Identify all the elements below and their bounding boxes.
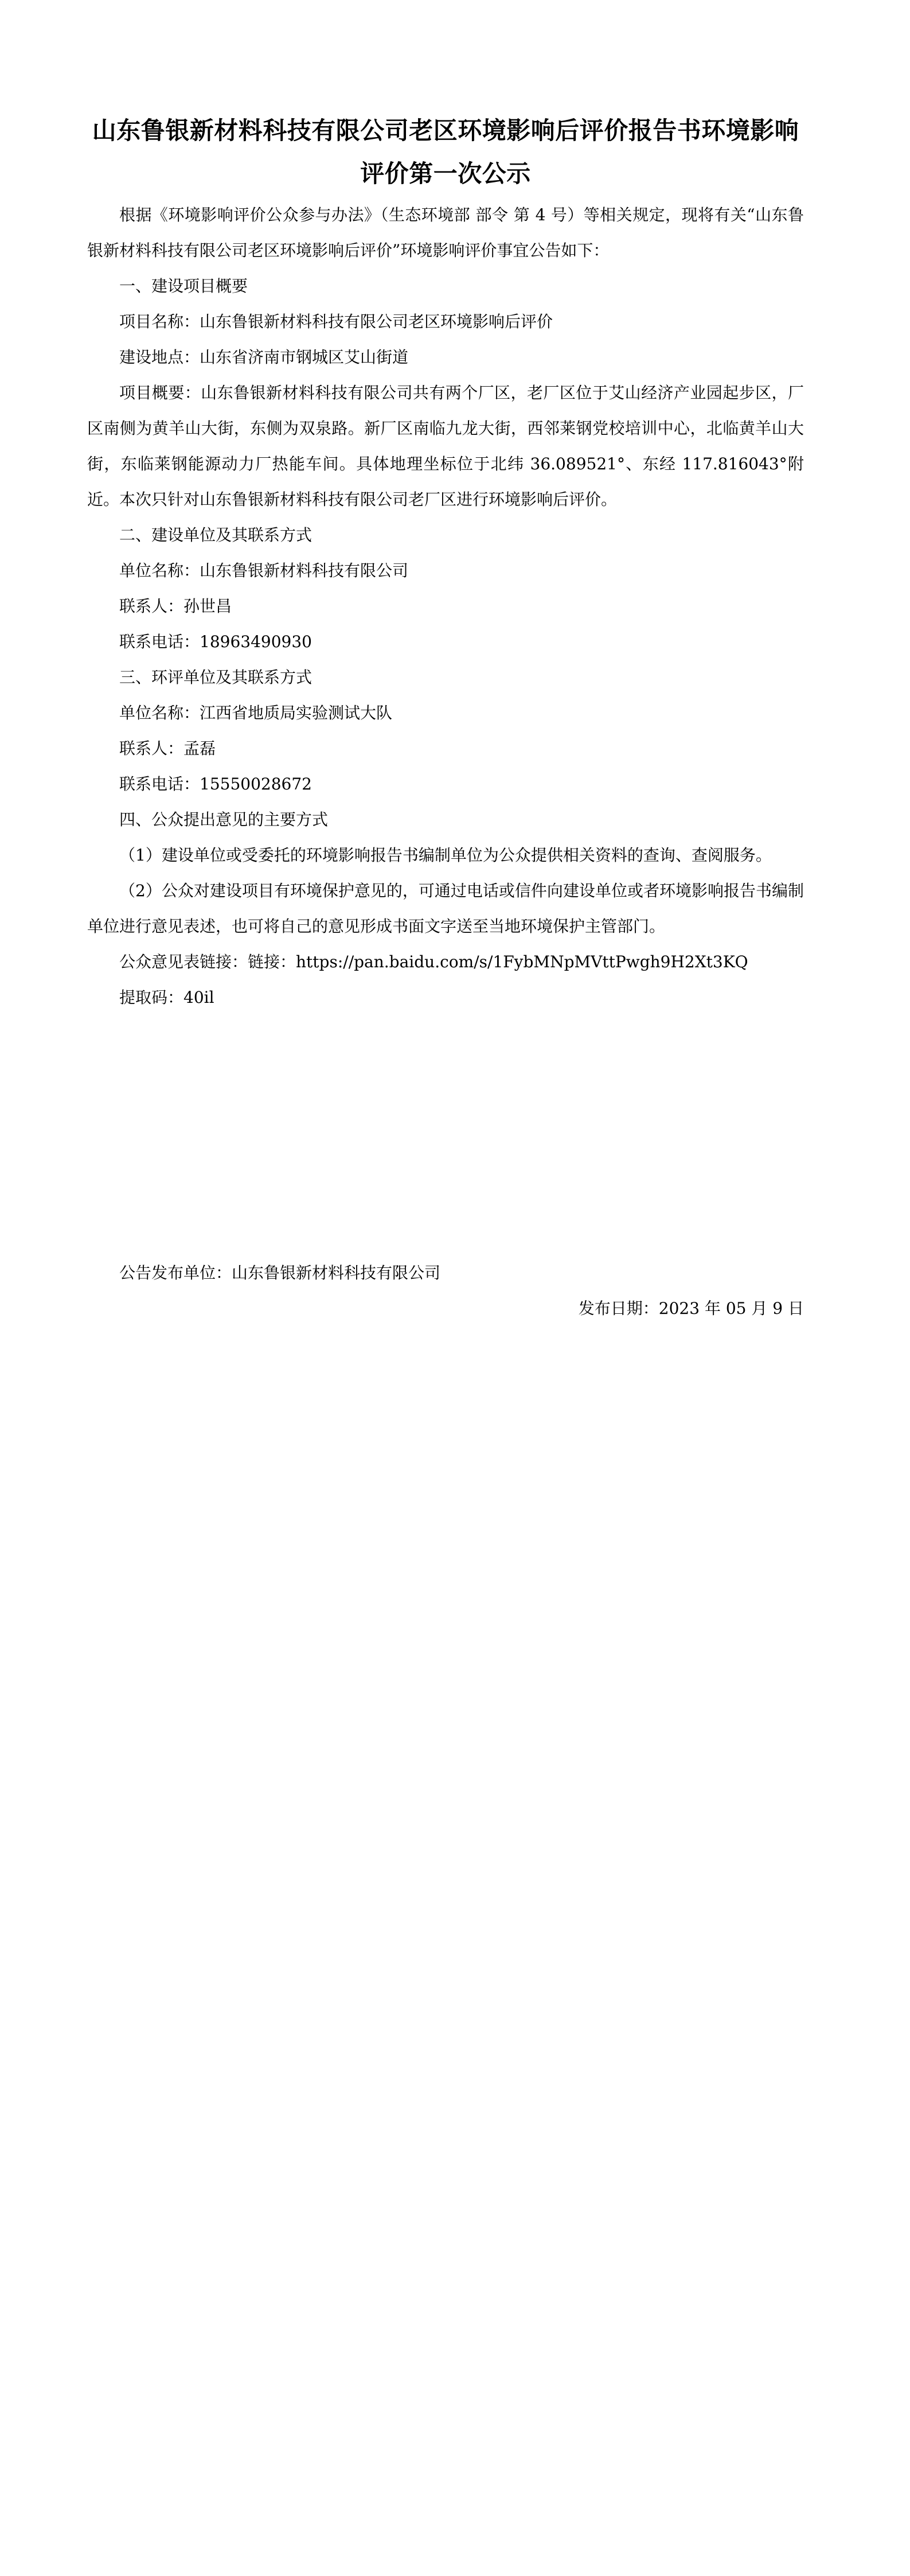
builder-phone: 联系电话：18963490930 <box>119 632 312 651</box>
intro-paragraph: 根据《环境影响评价公众参与办法》（生态环境部 部令 第 4 号）等相关规定，现将有关“山东鲁银新材料科技有限公司老区环境影响后评价”环境影响评价事宜公告如下： <box>87 205 804 260</box>
opinion-form-link[interactable]: 公众意见表链接：链接：https://pan.baidu.com/s/1FybMNpMVttPwgh9H2Xt3KQ <box>119 952 748 971</box>
extraction-code: 提取码：40il <box>119 988 214 1007</box>
eia-contact: 联系人：孟磊 <box>119 739 216 758</box>
eia-phone: 联系电话：15550028672 <box>119 775 312 793</box>
project-location: 建设地点：山东省济南市钢城区艾山街道 <box>119 348 409 367</box>
publish-date: 发布日期：2023 年 05 月 9 日 <box>578 1299 804 1318</box>
section4-heading: 四、公众提出意见的主要方式 <box>119 810 329 829</box>
project-overview: 项目概要：山东鲁银新材料科技有限公司共有两个厂区，老厂区位于艾山经济产业园起步区，厂区南侧为黄羊山大街，东侧为双泉路。新厂区南临九龙大街，西邻莱钢党校培训中心，北临黄羊山大街，东临莱钢能源动力厂热能车间。具体地理坐标位于北纬 36.089521°、东经 117.816043°附近。本次只针对山东鲁银新材料科技有限公司老厂区进行环境影响后评价。 <box>87 383 804 509</box>
section2-heading: 二、建设单位及其联系方式 <box>119 526 313 544</box>
opinion-method-1: （1）建设单位或受委托的环境影响报告书编制单位为公众提供相关资料的查询、查阅服务。 <box>119 846 772 865</box>
blank-space <box>87 1015 804 1255</box>
builder-unit: 单位名称：山东鲁银新材料科技有限公司 <box>119 561 409 580</box>
builder-contact: 联系人：孙世昌 <box>119 597 232 616</box>
section3-heading: 三、环评单位及其联系方式 <box>119 668 313 687</box>
notice-title: 山东鲁银新材料科技有限公司老区环境影响后评价报告书环境影响评价第一次公示 <box>92 116 799 188</box>
notice-body <box>87 109 804 1326</box>
opinion-method-2: （2）公众对建设项目有环境保护意见的，可通过电话或信件向建设单位或者环境影响报告书编制单位进行意见表述，也可将自己的意见形成书面文字送至当地环境保护主管部门。 <box>87 881 804 936</box>
publisher: 公告发布单位：山东鲁银新材料科技有限公司 <box>119 1263 441 1282</box>
eia-unit: 单位名称：江西省地质局实验测试大队 <box>119 703 393 722</box>
project-name: 项目名称：山东鲁银新材料科技有限公司老区环境影响后评价 <box>119 312 553 331</box>
section1-heading: 一、建设项目概要 <box>119 277 248 295</box>
